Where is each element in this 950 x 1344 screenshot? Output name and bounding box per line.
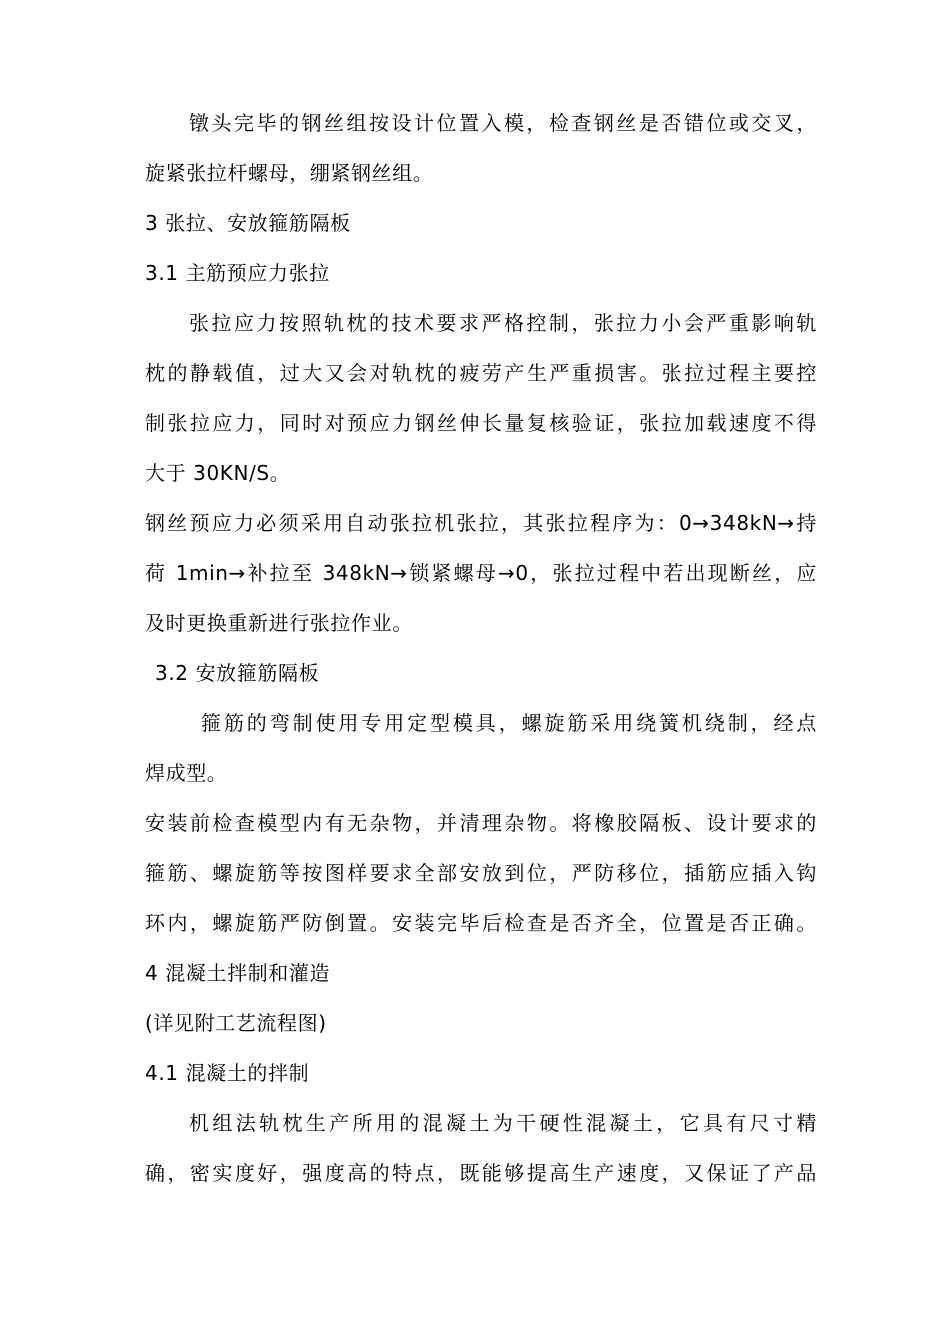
subsection-heading: 3.2 安放箍筋隔板 — [155, 661, 320, 685]
text-line: 焊成型。 — [145, 761, 228, 785]
subsection-heading: 4.1 混凝土的拌制 — [145, 1061, 310, 1085]
text-line: 安装前检查模型内有无杂物，并清理杂物。将橡胶隔板、设计要求的 — [145, 811, 817, 835]
text-line: 箍筋、螺旋筋等按图样要求全部安放到位，严防移位，插筋应插入钩 — [145, 861, 817, 885]
text-line: (详见附工艺流程图) — [145, 1011, 327, 1035]
text-line: 机组法轨枕生产所用的混凝土为干硬性混凝土，它具有尺寸精 — [189, 1111, 817, 1135]
section-heading: 3 张拉、安放箍筋隔板 — [145, 211, 351, 235]
text-line: 箍筋的弯制使用专用定型模具，螺旋筋采用绕簧机绕制，经点 — [201, 711, 817, 735]
text-line: 制张拉应力，同时对预应力钢丝伸长量复核验证，张拉加载速度不得 — [145, 411, 817, 435]
text-line: 枕的静载值，过大又会对轨枕的疲劳产生严重损害。张拉过程主要控 — [145, 361, 817, 385]
text-line: 旋紧张拉杆螺母，绷紧钢丝组。 — [145, 161, 434, 185]
section-heading: 4 混凝土拌制和灌造 — [145, 961, 331, 985]
text-line: 荷 1min→补拉至 348kN→锁紧螺母→0，张拉过程中若出现断丝，应 — [145, 561, 817, 585]
text-line: 环内，螺旋筋严防倒置。安装完毕后检查是否齐全，位置是否正确。 — [145, 911, 817, 935]
text-line: 及时更换重新进行张拉作业。 — [145, 611, 413, 635]
text-line: 张拉应力按照轨枕的技术要求严格控制，张拉力小会严重影响轨 — [189, 311, 817, 335]
text-line: 确，密实度好，强度高的特点，既能够提高生产速度，又保证了产品 — [145, 1161, 817, 1185]
subsection-heading: 3.1 主筋预应力张拉 — [145, 261, 330, 285]
document-body — [145, 98, 817, 1198]
text-line: 大于 30KN/S。 — [145, 461, 291, 485]
text-line: 镦头完毕的钢丝组按设计位置入模，检查钢丝是否错位或交叉， — [189, 111, 817, 135]
text-line: 钢丝预应力必须采用自动张拉机张拉，其张拉程序为：0→348kN→持 — [145, 511, 817, 535]
